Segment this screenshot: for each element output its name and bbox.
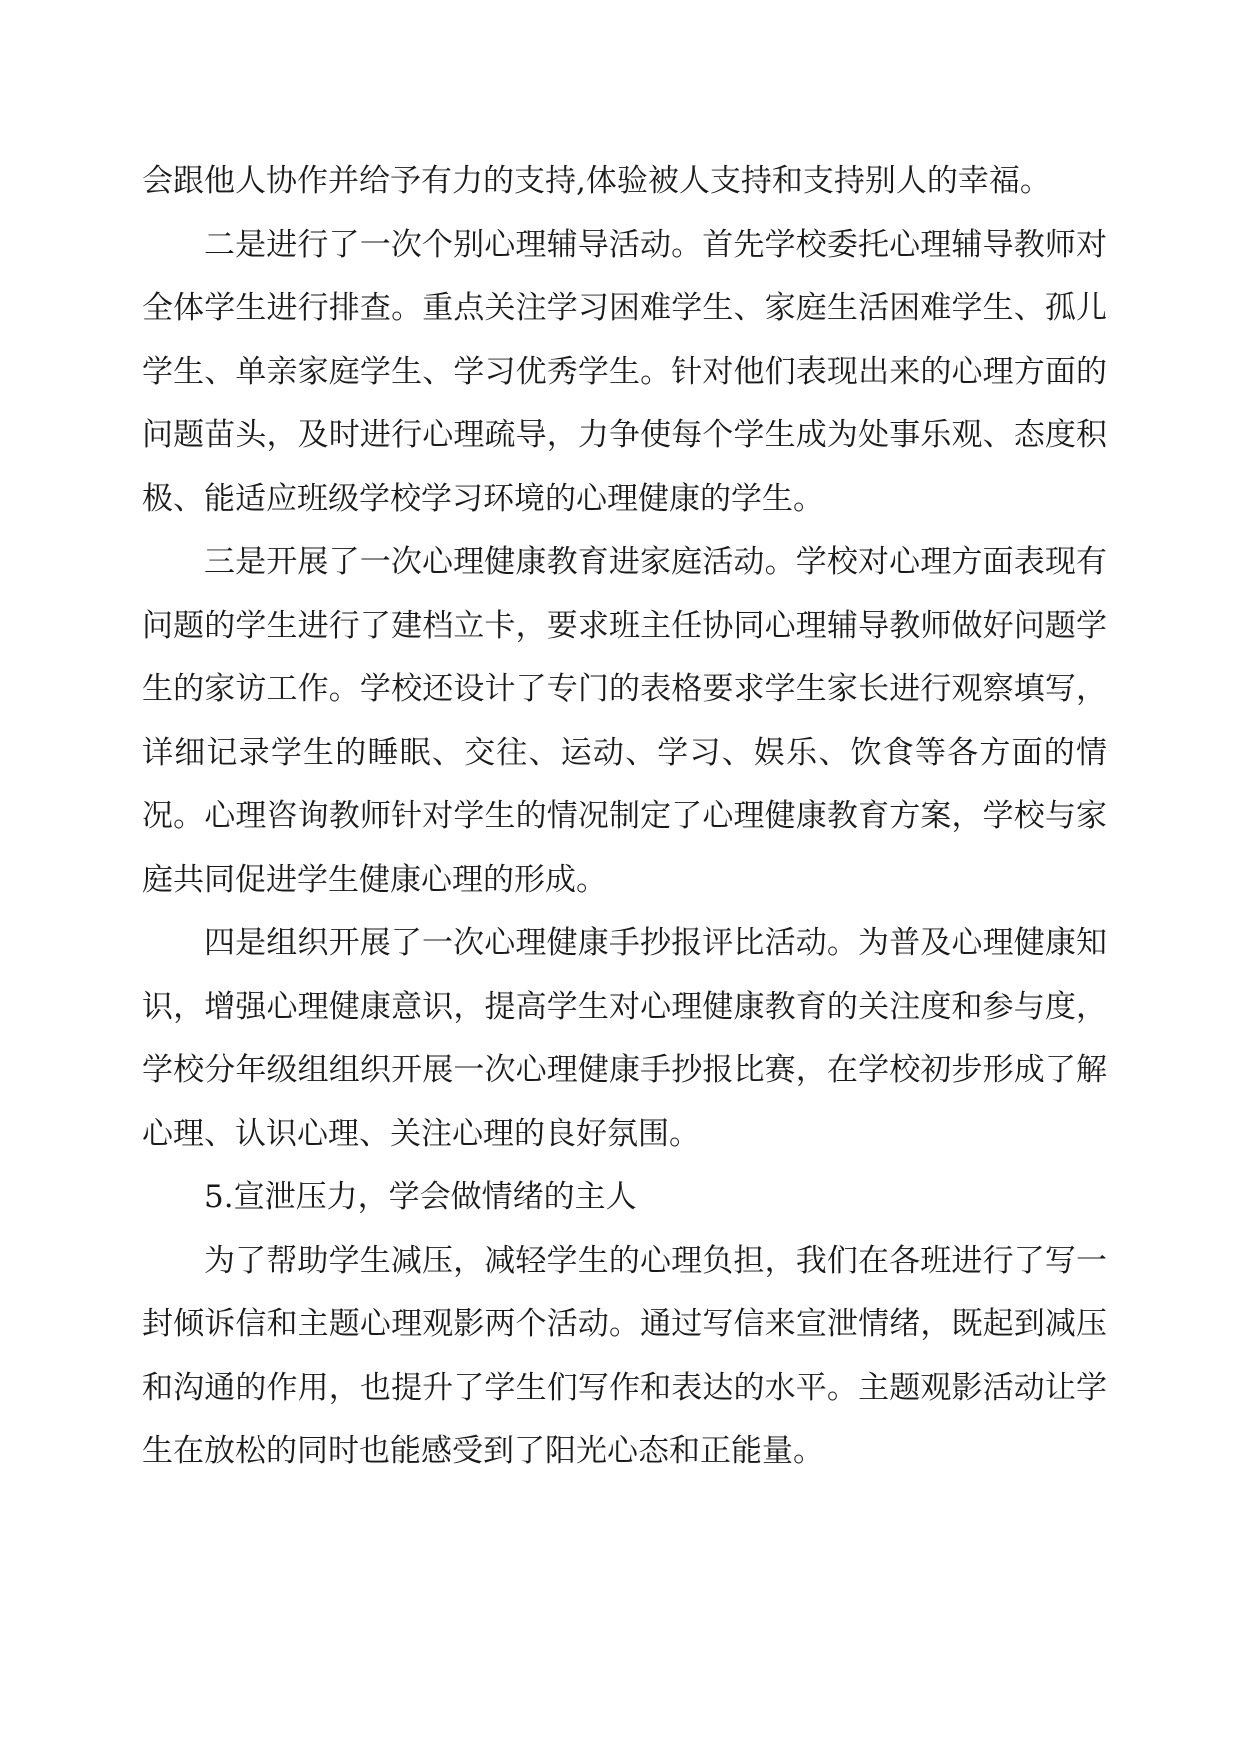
paragraph-handwritten-newspaper: 四是组织开展了一次心理健康手抄报评比活动。为普及心理健康知识，增强心理健康意识，提高学生对心理健康教育的关注度和参与度，学校分年级组组织开展一次心理健康手抄报比赛，在学校初步形成了解心理、认识心理、关注心理的良好氛围。	[142, 925, 1107, 1152]
paragraph-individual-counseling: 二是进行了一次个别心理辅导活动。首先学校委托心理辅导教师对全体学生进行排查。重点关注学习困难学生、家庭生活困难学生、孤儿学生、单亲家庭学生、学习优秀学生。针对他们表现出来的心理方面的问题苗头，及时进行心理疏导，力争使每个学生成为处事乐观、态度积极、能适应班级学校学习环境的心理健康的学生。	[142, 226, 1107, 517]
paragraph-stress-relief: 为了帮助学生减压，减轻学生的心理负担，我们在各班进行了写一封倾诉信和主题心理观影两个活动。通过写信来宣泄情绪，既起到减压和沟通的作用，也提升了学生们写作和表达的水平。主题观影活动让学生在放松的同时也能感受到了阳光心态和正能量。	[142, 1242, 1107, 1469]
paragraph-home-education: 三是开展了一次心理健康教育进家庭活动。学校对心理方面表现有问题的学生进行了建档立卡，要求班主任协同心理辅导教师做好问题学生的家访工作。学校还设计了专门的表格要求学生家长进行观察填写，详细记录学生的睡眠、交往、运动、学习、娱乐、饮食等各方面的情况。心理咨询教师针对学生的情况制定了心理健康教育方案，学校与家庭共同促进学生健康心理的形成。	[142, 544, 1107, 898]
document-body	[142, 150, 1107, 1484]
paragraph-continuation: 会跟他人协作并给予有力的支持,体验被人支持和支持别人的幸福。	[142, 163, 1051, 199]
section-heading-release-pressure: 5.宣泄压力，学会做情绪的主人	[204, 1179, 637, 1215]
